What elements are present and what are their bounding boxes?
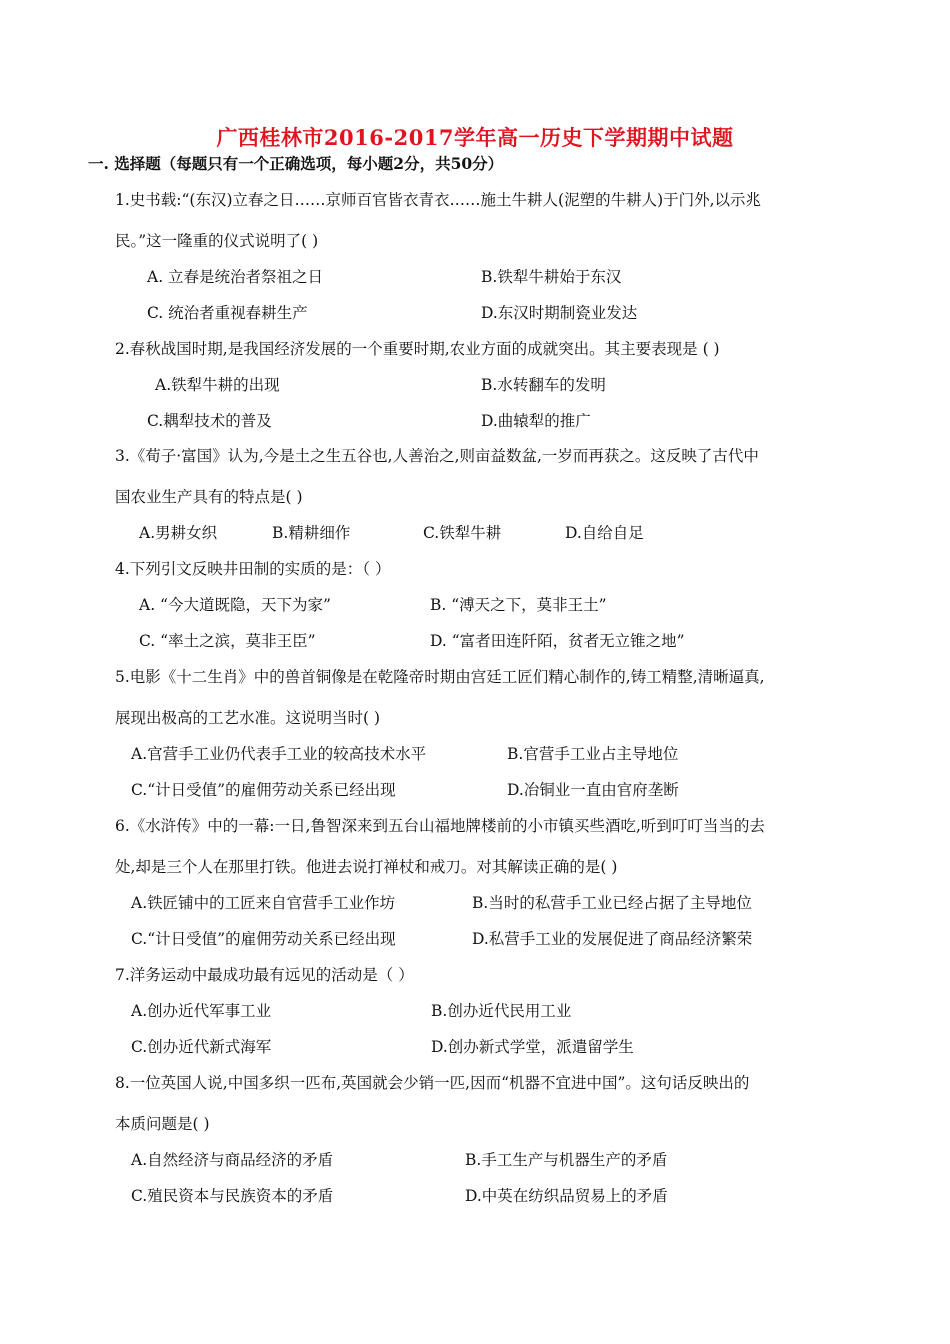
q3-stem-line-2: 国农业生产具有的特点是( ) — [115, 488, 303, 506]
q8-option-b: B.手工生产与机器生产的矛盾 — [465, 1151, 668, 1169]
q2-stem-line-1: 2.春秋战国时期,是我国经济发展的一个重要时期,农业方面的成就突出。其主要表现是 ( ) — [115, 340, 720, 358]
q1-option-a: A. 立春是统治者祭祖之日 — [147, 268, 324, 286]
q5-option-d: D.冶铜业一直由官府垄断 — [507, 781, 679, 799]
q4-option-c: C. “率土之滨，莫非王臣” — [139, 632, 316, 650]
q2-option-c: C.耦犁技术的普及 — [147, 412, 272, 430]
q2-option-a: A.铁犁牛耕的出现 — [155, 376, 280, 394]
q1-option-d: D.东汉时期制瓷业发达 — [481, 304, 638, 322]
q8-option-c: C.殖民资本与民族资本的矛盾 — [131, 1187, 334, 1205]
q7-option-a: A.创办近代军事工业 — [131, 1002, 272, 1020]
q7-option-c: C.创办近代新式海军 — [131, 1038, 272, 1056]
q4-option-d: D. “富者田连阡陌，贫者无立锥之地” — [430, 632, 685, 650]
q7-option-d: D.创办新式学堂，派遣留学生 — [431, 1038, 634, 1056]
q7-option-b: B.创办近代民用工业 — [431, 1002, 572, 1020]
q3-option-a: A.男耕女织 — [139, 524, 218, 542]
q5-stem-line-1: 5.电影《十二生肖》中的兽首铜像是在乾隆帝时期由宫廷工匠们精心制作的,铸工精整,清晰逼真, — [115, 668, 765, 686]
q8-stem-line-1: 8.一位英国人说,中国多织一匹布,英国就会少销一匹,因而“机器不宜进中国”。这句话反映出的 — [115, 1074, 750, 1092]
q1-option-c: C. 统治者重视春耕生产 — [147, 304, 308, 322]
q4-option-b: B. “溥天之下，莫非王土” — [430, 596, 607, 614]
q8-option-a: A.自然经济与商品经济的矛盾 — [131, 1151, 334, 1169]
q1-option-b: B.铁犁牛耕始于东汉 — [481, 268, 622, 286]
q3-stem-line-1: 3.《荀子·富国》认为,今是土之生五谷也,人善治之,则亩益数盆,一岁而再获之。这反映了古代中 — [115, 447, 759, 465]
q6-stem-line-2: 处,却是三个人在那里打铁。他进去说打禅杖和戒刀。对其解读正确的是( ) — [115, 858, 618, 876]
q6-option-c: C.“计日受值”的雇佣劳动关系已经出现 — [131, 930, 396, 948]
document-title: 广西桂林市2016-2017学年高一历史下学期期中试题 — [216, 125, 734, 150]
q6-option-d: D.私营手工业的发展促进了商品经济繁荣 — [472, 930, 753, 948]
q6-option-a: A.铁匠铺中的工匠来自官营手工业作坊 — [131, 894, 396, 912]
q6-stem-line-1: 6.《水浒传》中的一幕:一日,鲁智深来到五台山福地牌楼前的小市镇买些酒吃,听到叮叮当当的去 — [115, 817, 765, 835]
q3-option-b: B.精耕细作 — [272, 524, 351, 542]
q4-stem-line-1: 4.下列引文反映井田制的实质的是：（ ） — [115, 560, 391, 578]
section-heading: 一. 选择题（每题只有一个正确选项，每小题2分，共50分） — [88, 154, 504, 173]
q3-option-c: C.铁犁牛耕 — [423, 524, 502, 542]
q1-stem-line-2: 民。”这一隆重的仪式说明了( ) — [115, 232, 319, 250]
q5-stem-line-2: 展现出极高的工艺水准。这说明当时( ) — [115, 709, 381, 727]
q1-stem-line-1: 1.史书载:“(东汉)立春之日……京师百官皆衣青衣……施土牛耕人(泥塑的牛耕人)于门外,以示兆 — [115, 191, 762, 209]
q7-stem-line-1: 7.洋务运动中最成功最有远见的活动是（ ） — [115, 966, 414, 984]
q6-option-b: B.当时的私营手工业已经占据了主导地位 — [472, 894, 752, 912]
q5-option-a: A.官营手工业仍代表手工业的较高技术水平 — [131, 745, 427, 763]
q5-option-b: B.官营手工业占主导地位 — [507, 745, 679, 763]
q5-option-c: C.“计日受值”的雇佣劳动关系已经出现 — [131, 781, 396, 799]
q4-option-a: A. “今大道既隐，天下为家” — [139, 596, 331, 614]
q2-option-d: D.曲辕犁的推广 — [481, 412, 591, 430]
q8-stem-line-2: 本质问题是( ) — [115, 1115, 210, 1133]
q8-option-d: D.中英在纺织品贸易上的矛盾 — [465, 1187, 668, 1205]
q2-option-b: B.水转翻车的发明 — [481, 376, 606, 394]
q3-option-d: D.自给自足 — [565, 524, 644, 542]
